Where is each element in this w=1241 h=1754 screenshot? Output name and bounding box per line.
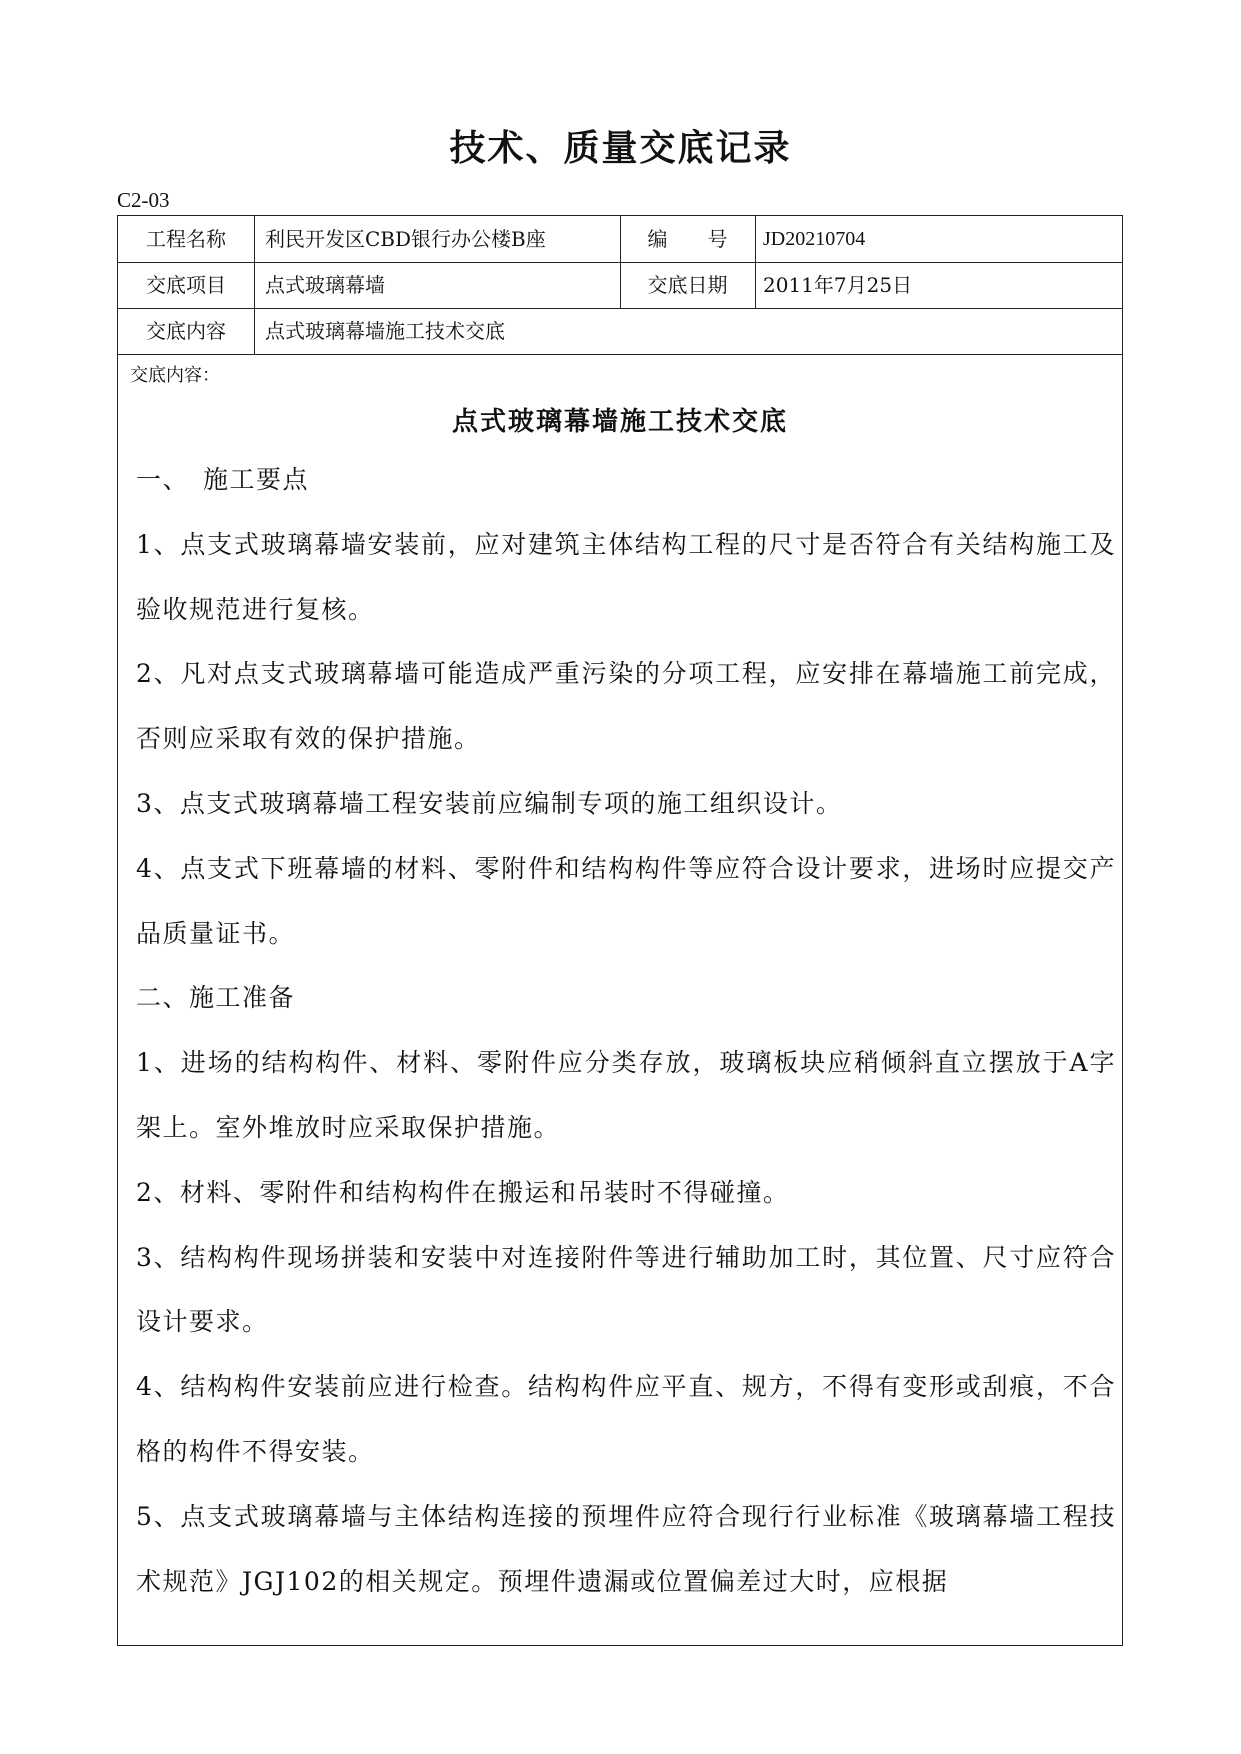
document-title: 技术、质量交底记录: [449, 127, 792, 169]
section-heading: 一、 施工要点: [136, 465, 310, 494]
row-divider: [118, 354, 1122, 355]
item-label: 交底项目: [146, 273, 226, 297]
date-label: 交底日期: [647, 273, 728, 297]
record-table: [117, 215, 1123, 1646]
content-paragraph: 1、点支式玻璃幕墙安装前，应对建筑主体结构工程的尺寸是否符合有关结构施工及验收规范进行复核。: [136, 529, 1116, 624]
item-value: 点式玻璃幕墙: [265, 273, 385, 297]
project-name-label: 工程名称: [146, 227, 226, 251]
number-label: 编 号: [647, 227, 728, 251]
column-divider: [755, 216, 756, 308]
content-paragraph: 1、进场的结构构件、材料、零附件应分类存放，玻璃板块应稍倾斜直立摆放于A字架上。室外堆放时应采取保护措施。: [136, 1048, 1116, 1142]
form-code: C2-03: [117, 188, 170, 212]
content-paragraph: 2、材料、零附件和结构构件在搬运和吊装时不得碰撞。: [136, 1177, 790, 1207]
column-divider: [254, 216, 255, 354]
content-paragraph: 3、结构构件现场拼装和安装中对连接附件等进行辅助加工时，其位置、尺寸应符合设计要求。: [136, 1242, 1116, 1337]
content-body: [136, 448, 1116, 1614]
content-paragraph: 4、点支式下班幕墙的材料、零附件和结构构件等应符合设计要求，进场时应提交产品质量证书。: [136, 853, 1116, 948]
content-subtitle: 点式玻璃幕墙施工技术交底: [451, 407, 788, 437]
content-label-cell: 交底内容: [146, 319, 226, 343]
content-section-label: 交底内容：: [130, 365, 220, 386]
date-value: 2011年7月25日: [763, 273, 913, 297]
section-heading: 二、施工准备: [136, 983, 296, 1013]
project-name-value: 利民开发区CBD银行办公楼B座: [265, 227, 546, 251]
content-value: 点式玻璃幕墙施工技术交底: [265, 319, 505, 343]
number-value: JD20210704: [763, 228, 866, 250]
content-paragraph: 4、结构构件安装前应进行检查。结构构件应平直、规方，不得有变形或刮痕，不合格的构件不得安装。: [136, 1372, 1116, 1466]
content-paragraph: 3、点支式玻璃幕墙工程安装前应编制专项的施工组织设计。: [136, 788, 843, 818]
content-paragraph: 2、凡对点支式玻璃幕墙可能造成严重污染的分项工程，应安排在幕墙施工前完成，否则应采取有效的保护措施。: [136, 659, 1116, 754]
content-paragraph: 5、点支式玻璃幕墙与主体结构连接的预埋件应符合现行行业标准《玻璃幕墙工程技术规范》JGJ102的相关规定。预埋件遗漏或位置偏差过大时，应根据: [136, 1501, 1116, 1596]
